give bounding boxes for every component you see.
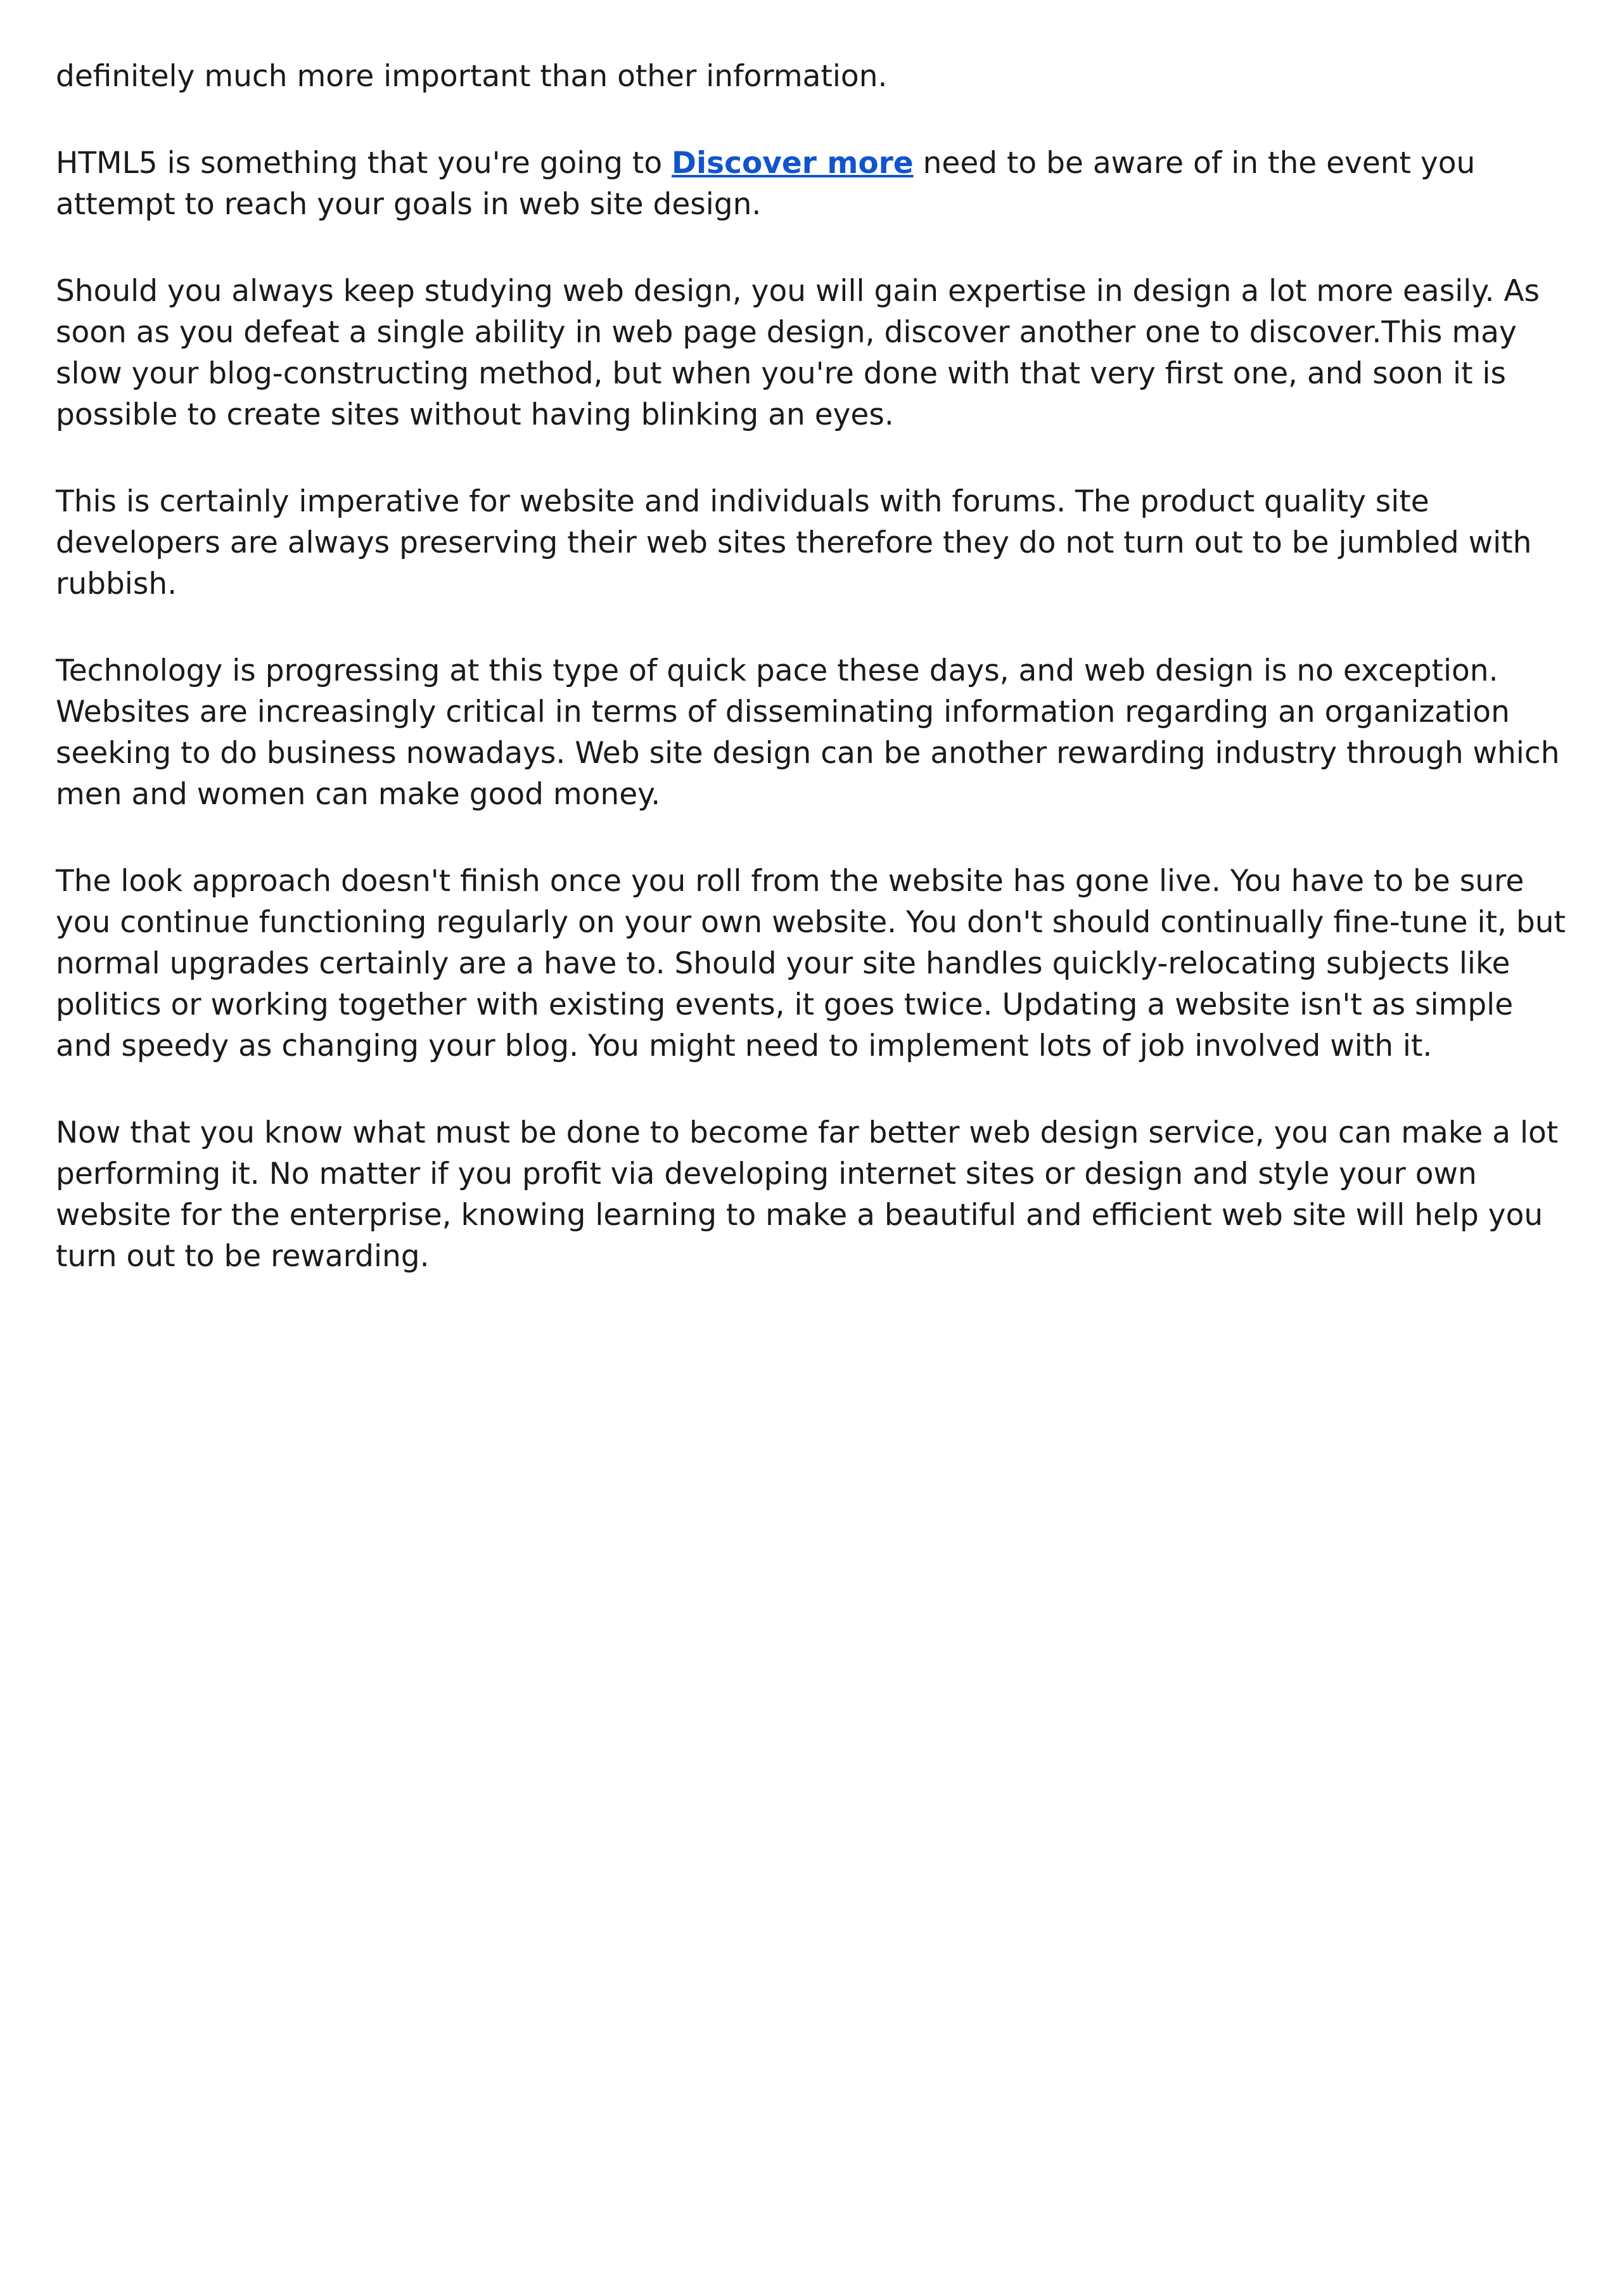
paragraph-2-text-after: need to be aware of in the event you attempt to reach your goals in web site design. — [56, 146, 1476, 222]
paragraph-7 — [56, 1112, 1576, 1277]
paragraph-4 — [56, 481, 1576, 605]
document-page — [56, 56, 1576, 1323]
paragraph-1-text: definitely much more important than other information. — [56, 59, 888, 94]
paragraph-3 — [56, 271, 1576, 435]
paragraph-1 — [56, 56, 1576, 97]
paragraph-7-text: Now that you know what must be done to become far better web design service, you can make a lot performing it. No matter if you profit via developing internet sites or design and style your own website for the enterprise, knowing learning to make a beautiful and efficient web site will help you turn out to be rewarding. — [56, 1115, 1559, 1274]
paragraph-4-text: This is certainly imperative for website and individuals with forums. The product quality site developers are always preserving their web sites therefore they do not turn out to be jumbled with rubbish. — [56, 484, 1532, 601]
paragraph-6-text: The look approach doesn't finish once you roll from the website has gone live. You have to be sure you continue functioning regularly on your own website. You don't should continually fine-tune it, but normal upgrades certainly are a have to. Should your site handles quickly-relocating subjects like politics or working together with existing events, it goes twice. Updating a website isn't as simple and speedy as changing your blog. You might need to implement lots of job involved with it. — [56, 864, 1566, 1063]
discover-more-link[interactable]: Discover more — [672, 146, 914, 181]
paragraph-5 — [56, 650, 1576, 815]
paragraph-5-text: Technology is progressing at this type of quick pace these days, and web design is no exception. Websites are increasingly critical in terms of disseminating information regarding an organization seeking to do business nowadays. Web site design can be another rewarding industry through which men and women can make good money. — [56, 653, 1560, 812]
paragraph-2 — [56, 143, 1576, 225]
paragraph-3-text: Should you always keep studying web design, you will gain expertise in design a lot more easily. As soon as you defeat a single ability in web page design, discover another one to discover.This may slow your blog-constructing method, but when you're done with that very first one, and soon it is possible to create sites without having blinking an eyes. — [56, 274, 1540, 432]
paragraph-2-text-before: HTML5 is something that you're going to — [56, 146, 672, 181]
paragraph-6 — [56, 861, 1576, 1067]
